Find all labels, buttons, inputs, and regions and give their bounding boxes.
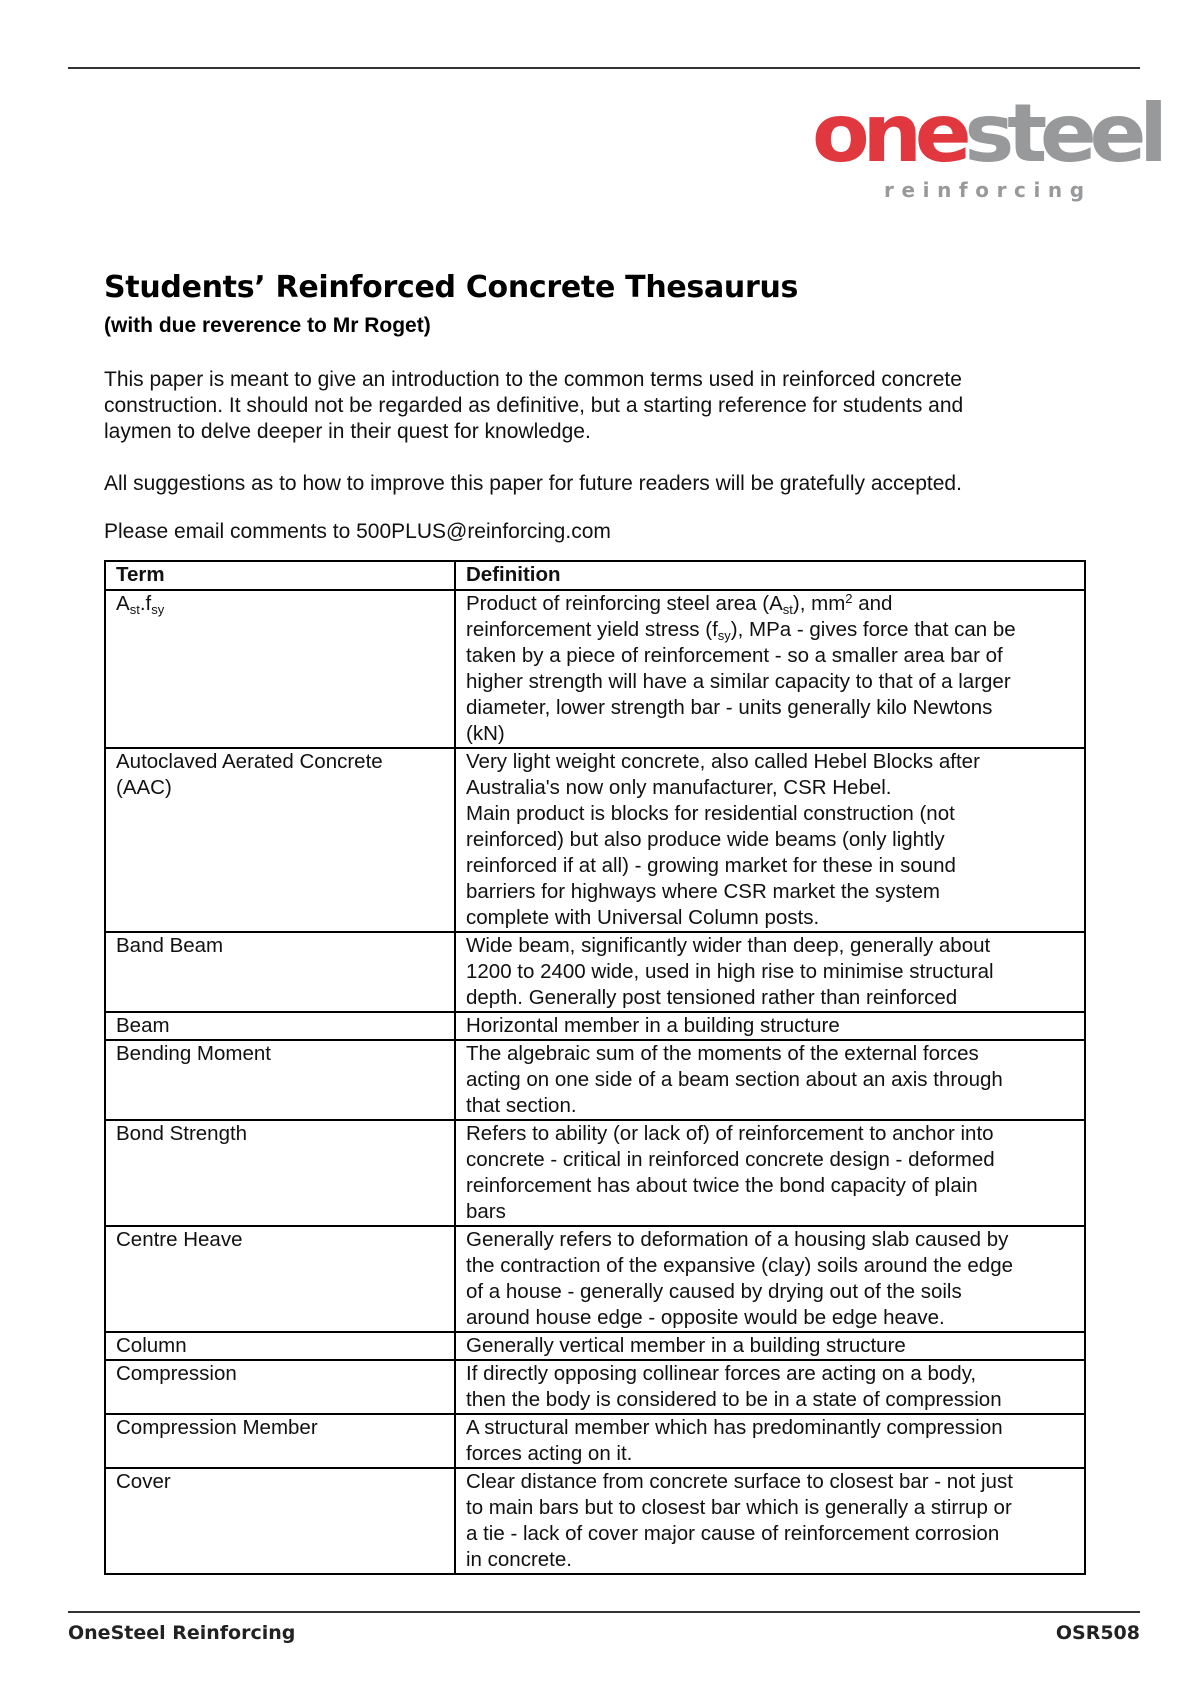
intro-line: This paper is meant to give an introduction to the common terms used in reinforced concrete — [104, 368, 962, 391]
term-cell — [105, 1468, 455, 1574]
term-cell — [105, 1360, 455, 1414]
table-row — [105, 590, 1085, 748]
definition-line: forces acting on it. — [466, 1442, 633, 1465]
logo-tagline: reinforcing — [884, 178, 1092, 202]
definition-cell — [455, 1468, 1085, 1574]
definition-line: reinforcement yield stress $(f_{sy})$, MPa - gives force that can be — [466, 618, 1016, 643]
definition-line: Main product is blocks for residential construction (not — [466, 802, 955, 825]
term-cell — [105, 1332, 455, 1360]
onesteel-logo — [812, 87, 1161, 204]
footer-company: OneSteel Reinforcing — [68, 1622, 296, 1644]
table-row — [105, 1120, 1085, 1226]
intro-paragraph — [104, 367, 963, 445]
term-cell — [105, 1040, 455, 1120]
definition-line: barriers for highways where CSR market the system — [466, 880, 940, 903]
term-sub: sy — [151, 602, 165, 617]
table-row — [105, 1360, 1085, 1414]
table-row — [105, 1226, 1085, 1332]
header-rule — [68, 67, 1140, 69]
footer-rule — [68, 1611, 1140, 1613]
definition-line: Generally refers to deformation of a housing slab caused by — [466, 1228, 1009, 1251]
term-line: Bond Strength — [116, 1122, 248, 1145]
definition-cell — [455, 590, 1085, 748]
definition-line: the contraction of the expansive (clay) soils around the edge — [466, 1254, 1013, 1277]
term-text: A — [116, 592, 130, 615]
term-line: Cover — [116, 1470, 171, 1493]
table-row — [105, 1414, 1085, 1468]
definition-line: Wide beam, significantly wider than deep, generally about — [466, 934, 991, 957]
table-header-row — [105, 561, 1085, 590]
definition-cell — [455, 1414, 1085, 1468]
table-row — [105, 932, 1085, 1012]
definition-line: of a house - generally caused by drying out of the soils — [466, 1280, 962, 1303]
term-cell — [105, 1120, 455, 1226]
definition-line: If directly opposing collinear forces are acting on a body, — [466, 1362, 977, 1385]
definition-cell — [455, 1226, 1085, 1332]
header-term: Term — [105, 561, 455, 590]
table-row — [105, 1468, 1085, 1574]
term-sub: st — [129, 602, 140, 617]
definition-line: reinforcement has about twice the bond capacity of plain — [466, 1174, 978, 1197]
intro-line: construction. It should not be regarded as definitive, but a starting reference for students and — [104, 394, 964, 417]
term-line: (AAC) — [116, 776, 172, 799]
definition-line: bars — [466, 1200, 506, 1223]
thesaurus-table — [104, 560, 1086, 1575]
definition-cell — [455, 1120, 1085, 1226]
definition-line: concrete - critical in reinforced concrete design - deformed — [466, 1148, 995, 1171]
intro-line: laymen to delve deeper in their quest for knowledge. — [104, 420, 591, 443]
definition-line: 1200 to 2400 wide, used in high rise to minimise structural — [466, 960, 994, 983]
definition-line: Product of reinforcing steel area $(A_{st})$, $mm^2$ and — [466, 591, 893, 617]
definition-cell — [455, 1332, 1085, 1360]
definition-cell — [455, 1040, 1085, 1120]
definition-line: around house edge - opposite would be edge heave. — [466, 1306, 945, 1329]
logo-steel: steel — [964, 87, 1161, 180]
term-cell — [105, 590, 455, 748]
term-line: Autoclaved Aerated Concrete — [116, 750, 383, 773]
term-line: Compression — [116, 1362, 237, 1385]
logo-one: one — [812, 87, 965, 180]
definition-line: Horizontal member in a building structure — [466, 1014, 840, 1037]
term-line: Beam — [116, 1014, 170, 1037]
term-line: Bending Moment — [116, 1042, 271, 1065]
term-text: .f — [139, 592, 152, 615]
term-cell — [105, 1226, 455, 1332]
definition-line: depth. Generally post tensioned rather than reinforced — [466, 986, 958, 1009]
definition-cell — [455, 1012, 1085, 1040]
definition-cell — [455, 1360, 1085, 1414]
definition-line: taken by a piece of reinforcement - so a smaller area bar of — [466, 644, 1003, 667]
definition-cell — [455, 748, 1085, 932]
definition-cell — [455, 932, 1085, 1012]
definition-line: Very light weight concrete, also called Hebel Blocks after — [466, 750, 980, 773]
term-cell — [105, 1414, 455, 1468]
table-row — [105, 1332, 1085, 1360]
term-line: Column — [116, 1334, 187, 1357]
term-cell — [105, 1012, 455, 1040]
definition-line: The algebraic sum of the moments of the external forces — [466, 1042, 979, 1065]
definition-line: higher strength will have a similar capacity to that of a larger — [466, 670, 1011, 693]
definition-line: complete with Universal Column posts. — [466, 906, 820, 929]
definition-line: Clear distance from concrete surface to closest bar - not just — [466, 1470, 1013, 1493]
definition-line: reinforced) but also produce wide beams (only lightly — [466, 828, 945, 851]
definition-line: reinforced if at all) - growing market for these in sound — [466, 854, 956, 877]
header-definition: Definition — [455, 561, 1085, 590]
email-text: Please email comments to 500PLUS@reinforcing.com — [104, 520, 611, 543]
page-subtitle: (with due reverence to Mr Roget) — [104, 314, 431, 337]
definition-line: Refers to ability (or lack of) of reinforcement to anchor into — [466, 1122, 994, 1145]
term-line: Band Beam — [116, 934, 224, 957]
table-row — [105, 1012, 1085, 1040]
definition-line: diameter, lower strength bar - units generally kilo Newtons — [466, 696, 993, 719]
term-line: Compression Member — [116, 1416, 318, 1439]
definition-line: a tie - lack of cover major cause of reinforcement corrosion — [466, 1522, 1000, 1545]
definition-line: that section. — [466, 1094, 577, 1117]
table-row — [105, 1040, 1085, 1120]
definition-line: (kN) — [466, 722, 505, 745]
term-cell — [105, 748, 455, 932]
definition-line: in concrete. — [466, 1548, 572, 1571]
definition-line: A structural member which has predominantly compression — [466, 1416, 1003, 1439]
term-line: Centre Heave — [116, 1228, 243, 1251]
suggestions-text: All suggestions as to how to improve this paper for future readers will be gratefully accepted. — [104, 472, 962, 495]
definition-line: Generally vertical member in a building structure — [466, 1334, 906, 1357]
term-cell — [105, 932, 455, 1012]
definition-line: to main bars but to closest bar which is generally a stirrup or — [466, 1496, 1012, 1519]
footer-doc-code: OSR508 — [1055, 1622, 1140, 1644]
definition-line: acting on one side of a beam section about an axis through — [466, 1068, 1003, 1091]
table-row — [105, 748, 1085, 932]
definition-line: Australia's now only manufacturer, CSR Hebel. — [466, 776, 892, 799]
page-title: Students’ Reinforced Concrete Thesaurus — [104, 270, 799, 305]
definition-line: then the body is considered to be in a state of compression — [466, 1388, 1002, 1411]
